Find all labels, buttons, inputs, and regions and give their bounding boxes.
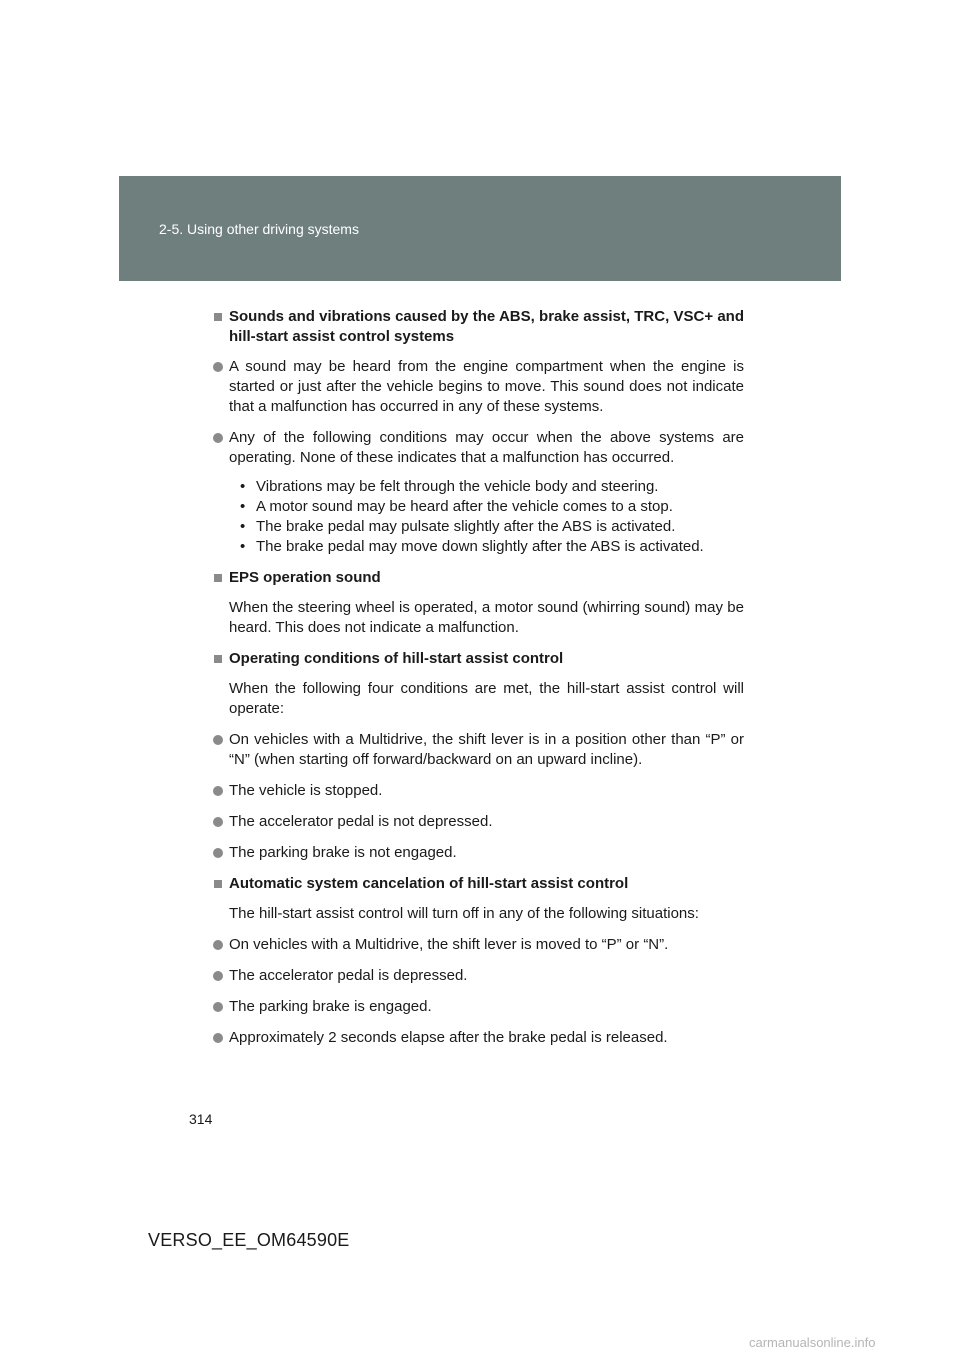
dot-marker-icon: • xyxy=(240,498,246,515)
square-bullet-icon xyxy=(214,313,222,321)
paragraph: When the steering wheel is operated, a motor sound (whirring sound) may be heard. This does not indicate a malfunction. xyxy=(229,599,744,636)
list-item xyxy=(213,843,744,863)
list-item-text: Approximately 2 seconds elapse after the brake pedal is released. xyxy=(229,1029,668,1046)
circle-bullet-icon xyxy=(213,786,223,796)
paragraph: The hill-start assist control will turn off in any of the following situations: xyxy=(229,905,699,922)
section-heading-text: Operating conditions of hill-start assist control xyxy=(229,650,564,667)
section-heading xyxy=(213,568,744,588)
sub-list-item-text: Vibrations may be felt through the vehicle body and steering. xyxy=(256,478,659,495)
list-item xyxy=(213,730,744,770)
list-item-text: Any of the following conditions may occur when the above systems are operating. None of these indicates that a malfunction has occurred. xyxy=(229,429,744,466)
circle-bullet-icon xyxy=(213,971,223,981)
list-item-text: The parking brake is not engaged. xyxy=(229,844,457,861)
list-item xyxy=(213,428,744,468)
circle-bullet-icon xyxy=(213,433,223,443)
circle-bullet-icon xyxy=(213,1033,223,1043)
list-item xyxy=(213,1028,744,1048)
section-heading-text: Automatic system cancelation of hill-start assist control xyxy=(229,875,629,892)
list-item-text: The accelerator pedal is depressed. xyxy=(229,967,468,984)
sub-list xyxy=(213,477,744,557)
sub-list-item xyxy=(213,537,744,557)
circle-bullet-icon xyxy=(213,940,223,950)
sub-list-item xyxy=(213,477,744,497)
page-content xyxy=(213,307,744,1059)
sub-list-item-text: A motor sound may be heard after the vehicle comes to a stop. xyxy=(256,498,673,515)
paragraph: When the following four conditions are met, the hill-start assist control will operate: xyxy=(229,680,744,717)
list-item xyxy=(213,812,744,832)
list-item xyxy=(213,781,744,801)
sub-list-item xyxy=(213,497,744,517)
dot-marker-icon: • xyxy=(240,518,246,535)
list-item xyxy=(213,997,744,1017)
sub-list-item-text: The brake pedal may pulsate slightly after the ABS is activated. xyxy=(256,518,676,535)
list-item-text: The accelerator pedal is not depressed. xyxy=(229,813,493,830)
section-title: 2-5. Using other driving systems xyxy=(159,221,359,237)
circle-bullet-icon xyxy=(213,817,223,827)
list-item-text: On vehicles with a Multidrive, the shift lever is in a position other than “P” or “N” (when starting off forward/backward on an upward incline). xyxy=(229,731,744,768)
list-item xyxy=(213,935,744,955)
list-item xyxy=(213,966,744,986)
header-bar xyxy=(119,176,841,281)
circle-bullet-icon xyxy=(213,1002,223,1012)
watermark: carmanualsonline.info xyxy=(749,1335,876,1350)
document-code: VERSO_EE_OM64590E xyxy=(148,1230,350,1250)
dot-marker-icon: • xyxy=(240,478,246,495)
section-heading xyxy=(213,307,744,347)
section-heading xyxy=(213,874,744,894)
square-bullet-icon xyxy=(214,574,222,582)
section-heading-text: Sounds and vibrations caused by the ABS, brake assist, TRC, VSC+ and hill-start assist control systems xyxy=(229,308,744,345)
sub-list-item-text: The brake pedal may move down slightly after the ABS is activated. xyxy=(256,538,704,555)
dot-marker-icon: • xyxy=(240,538,246,555)
list-item-text: A sound may be heard from the engine compartment when the engine is started or just after the vehicle begins to move. This sound does not indicate that a malfunction has occurred in any of these systems. xyxy=(229,358,744,415)
square-bullet-icon xyxy=(214,655,222,663)
section-heading-text: EPS operation sound xyxy=(229,569,381,586)
page-number: 314 xyxy=(189,1111,213,1127)
circle-bullet-icon xyxy=(213,735,223,745)
list-item-text: On vehicles with a Multidrive, the shift lever is moved to “P” or “N”. xyxy=(229,936,669,953)
square-bullet-icon xyxy=(214,880,222,888)
list-item xyxy=(213,357,744,417)
section-heading xyxy=(213,649,744,669)
list-item-text: The vehicle is stopped. xyxy=(229,782,383,799)
circle-bullet-icon xyxy=(213,848,223,858)
list-item-text: The parking brake is engaged. xyxy=(229,998,432,1015)
sub-list-item xyxy=(213,517,744,537)
circle-bullet-icon xyxy=(213,362,223,372)
